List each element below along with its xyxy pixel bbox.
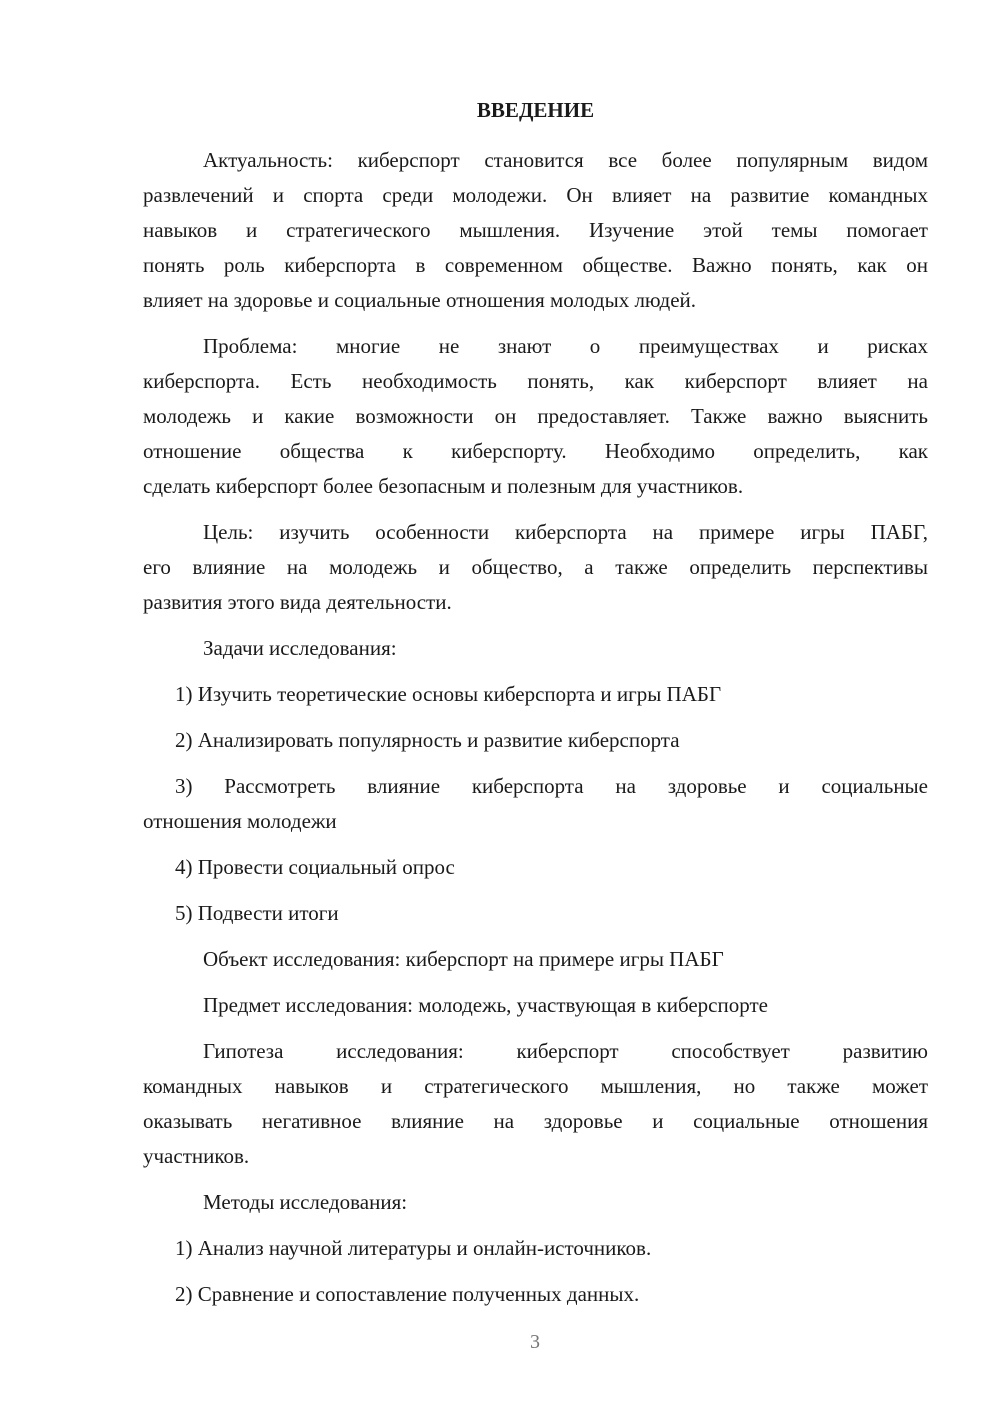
paragraph-line: понять роль киберспорта в современном обществе. Важно понять, как он (143, 253, 928, 277)
paragraph-line: 5) Подвести итоги (175, 901, 339, 925)
paragraph (143, 1231, 928, 1266)
paragraph-line: Актуальность: киберспорт становится все более популярным видом (203, 148, 928, 172)
paragraph (143, 1277, 928, 1312)
paragraph (143, 1185, 928, 1220)
paragraph (143, 677, 928, 712)
paragraph (143, 329, 928, 504)
paragraph-line: 2) Сравнение и сопоставление полученных данных. (175, 1282, 640, 1306)
paragraph-line: развлечений и спорта среди молодежи. Он влияет на развитие командных (143, 183, 928, 207)
paragraph-line: Предмет исследования: молодежь, участвующая в киберспорте (203, 993, 768, 1017)
paragraph-line: его влияние на молодежь и общество, а также определить перспективы (143, 555, 928, 579)
paragraph-line: отношения молодежи (143, 809, 337, 833)
document-page (143, 93, 928, 1323)
paragraph (143, 850, 928, 885)
paragraph (143, 723, 928, 758)
paragraph (143, 988, 928, 1023)
paragraph-line: навыков и стратегического мышления. Изучение этой темы помогает (143, 218, 928, 242)
paragraph (143, 1034, 928, 1174)
paragraph-line: оказывать негативное влияние на здоровье и социальные отношения (143, 1109, 928, 1133)
paragraph-line: 4) Провести социальный опрос (175, 855, 455, 879)
paragraph (143, 631, 928, 666)
page-number: 3 (530, 1331, 540, 1353)
paragraph-line: 1) Анализ научной литературы и онлайн-источников. (175, 1236, 652, 1260)
paragraph-line: Задачи исследования: (203, 636, 397, 660)
paragraph-line: отношение общества к киберспорту. Необходимо определить, как (143, 439, 928, 463)
paragraph (143, 769, 928, 839)
paragraph-line: киберспорта. Есть необходимость понять, как киберспорт влияет на (143, 369, 928, 393)
paragraph-line: 1) Изучить теоретические основы киберспорта и игры ПАБГ (175, 682, 722, 706)
paragraph (143, 942, 928, 977)
paragraph-line: Методы исследования: (203, 1190, 408, 1214)
paragraph (143, 515, 928, 620)
paragraph-line: участников. (143, 1144, 250, 1168)
paragraph-line: молодежь и какие возможности он предоставляет. Также важно выяснить (143, 404, 928, 428)
paragraph-line: влияет на здоровье и социальные отношения молодых людей. (143, 288, 697, 312)
paragraph-line: 2) Анализировать популярность и развитие киберспорта (175, 728, 680, 752)
paragraph-line: развития этого вида деятельности. (143, 590, 452, 614)
paragraph-line: Проблема: многие не знают о преимуществах и рисках (203, 334, 928, 358)
paragraph-line: 3) Рассмотреть влияние киберспорта на здоровье и социальные (175, 774, 928, 798)
paragraph (143, 896, 928, 931)
page-title: ВВЕДЕНИЕ (476, 98, 595, 122)
paragraph-line: командных навыков и стратегического мышления, но также может (143, 1074, 928, 1098)
paragraph-line: Гипотеза исследования: киберспорт способствует развитию (203, 1039, 928, 1063)
paragraph-line: Цель: изучить особенности киберспорта на примере игры ПАБГ, (203, 520, 928, 544)
paragraph-line: Объект исследования: киберспорт на примере игры ПАБГ (203, 947, 724, 971)
paragraph (143, 143, 928, 318)
paragraph-line: сделать киберспорт более безопасным и полезным для участников. (143, 474, 744, 498)
document-body (143, 143, 928, 1312)
